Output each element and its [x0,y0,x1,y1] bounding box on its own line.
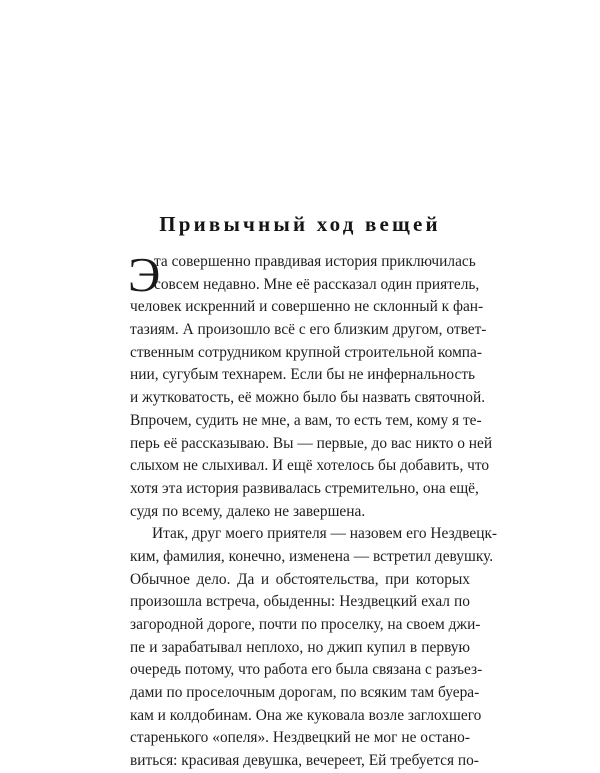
text-line: кам и колдобинам. Она же куковала возле заглохшего [130,706,482,724]
text-line: судя по всему, далеко не завершена. [130,502,366,520]
paragraph-2 [130,523,498,773]
paragraph-1 [128,247,493,523]
text-line: ким, фамилия, конечно, изменена — встретил девушку. [130,547,494,565]
chapter-title: Привычный ход вещей [159,212,441,236]
text-line: Впрочем, судить не мне, а вам, то есть тем, кому я те- [130,411,482,429]
text-line: тазиям. А произошло всё с его близким другом, ответ- [130,321,487,339]
text-line: загородной дороге, почти по проселку, на своем джи- [130,616,481,633]
drop-cap: Э [128,247,161,302]
text-line: дами по проселочным дорогам, по всяким там буера- [130,684,480,702]
text-line: слыхом не слыхивал. И ещё хотелось бы добавить, что [130,457,490,475]
text-line: перь её рассказываю. Вы — первые, до вас никто о ней [130,434,493,452]
text-line: ственным сотрудником крупной строительной компа- [130,343,482,361]
text-line: виться: красивая девушка, вечереет, Ей требуется по- [130,752,479,770]
text-line: та совершенно правдивая история приключилась [154,253,476,270]
text-line: человек искренний и совершенно не склонный к фан- [130,298,484,316]
text-line: очередь потому, что работа его была связана с разъез- [130,661,483,679]
text-line: нии, сугубым технарем. Если бы не инфернальность [130,366,476,384]
text-line: и жутковатость, её можно было бы назвать святочной. [130,389,486,407]
text-line: хотя эта история развивалась стремительно, она ещё, [130,479,479,497]
text-line: Обычное дело. Да и обстоятельства, при которых [130,570,470,588]
text-line: пе и зарабатывал неплохо, но джип купил в первую [130,638,470,656]
chapter-body [128,247,498,773]
text-line: Итак, друг моего приятеля — назовем его Нездвецк- [152,525,498,543]
text-line: произошла встреча, обыденны: Нездвецкий ехал по [130,593,470,611]
text-line: старенького «опеля». Нездвецкий не мог не остано- [130,729,470,747]
text-line: совсем недавно. Мне её рассказал один приятель, [154,275,480,293]
